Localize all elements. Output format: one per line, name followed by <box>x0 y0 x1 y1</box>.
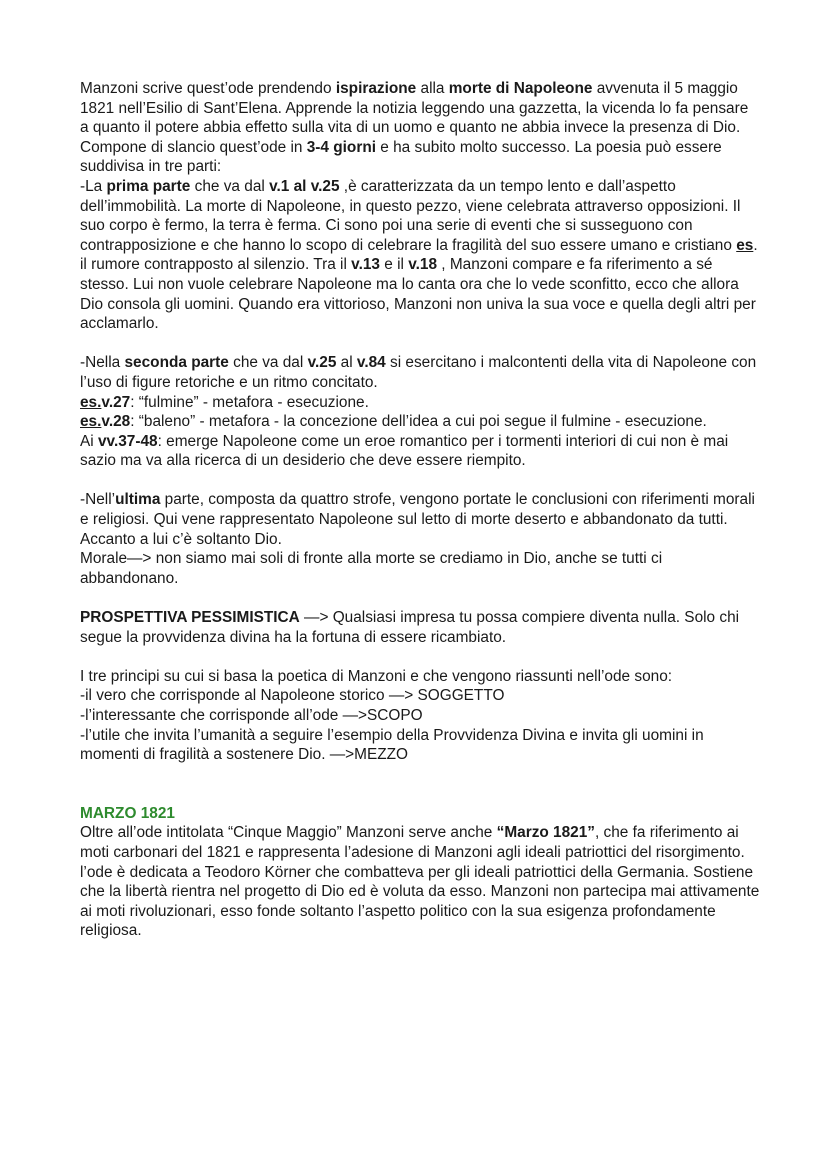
text-span: -La <box>80 177 107 195</box>
last-part-paragraph <box>80 490 760 549</box>
intro-paragraph <box>80 79 760 177</box>
text-span: -Nell’ <box>80 491 116 509</box>
morale-paragraph: Morale—> non siamo mai soli di fronte alla morte se crediamo in Dio, anche se tutti ci abbandonano. <box>80 550 663 587</box>
bold-span: ultima <box>115 491 161 509</box>
bold-span: seconda parte <box>124 354 229 372</box>
text-span: alla <box>416 80 449 97</box>
spacer <box>80 588 760 608</box>
bold-span: vv.37-48 <box>97 432 158 450</box>
bold-span: v.84 <box>356 354 386 372</box>
pessimistic-perspective-paragraph <box>80 608 760 647</box>
text-span: che va dal <box>190 177 270 195</box>
bold-span: v.18 <box>408 256 438 274</box>
verses-37-48-paragraph <box>80 432 760 471</box>
text-span: Ai <box>80 432 98 450</box>
spacer <box>80 334 760 354</box>
text-span: si esercitano i malcontenti della vita di Napoleone con l’uso di figure retoriche e un ritmo concitato. <box>80 354 757 391</box>
bold-span: v.13 <box>351 256 380 274</box>
text-span: al <box>336 354 357 372</box>
bold-underline-span: es. <box>80 393 102 411</box>
bold-span: “Marzo 1821” <box>496 824 595 842</box>
text-span: e ha subito molto successo. La poesia può essere suddivisa in tre parti: <box>80 138 722 176</box>
text-span: -Nella <box>80 354 125 372</box>
bold-span: 3-4 giorni <box>306 138 376 156</box>
text-span: ,è caratterizzata da un tempo lento e dall’aspetto dell’immobilità. La morte di Napoleone, in questo pezzo, viene celebrata attraverso opposizioni. Il suo corpo è fermo, la terra è ferma. Ci sono poi una serie di eventi che si susseguono con contrapposizione e che hanno lo scopo di celebrare la fragilità del suo essere umano e cristiano <box>80 177 741 254</box>
text-span: : emerge Napoleone come un eroe romantico per i tormenti interiori di cui non è mai sazio ma va alla ricerca di un desiderio che deve essere riempito. <box>80 432 729 470</box>
text-span: e il <box>379 256 409 274</box>
bold-span: ispirazione <box>335 80 417 97</box>
text-span: che va dal <box>228 354 308 372</box>
spacer <box>80 765 760 804</box>
bold-span: PROSPETTIVA PESSIMISTICA <box>80 609 300 627</box>
bold-underline-span: es <box>736 236 754 254</box>
second-part-paragraph <box>80 353 760 392</box>
principle-interessante: -l’interessante che corrisponde all’ode —>SCOPO <box>80 707 423 724</box>
document-page <box>80 79 760 941</box>
bold-span: prima parte <box>106 177 191 195</box>
text-span: : “fulmine” - metafora - esecuzione. <box>130 393 369 411</box>
text-span: avvenuta il 5 maggio 1821 nell’Esilio di Sant’Elena. Apprende la notizia leggendo una gazzetta, la vicenda lo fa pensare a quanto il potere abbia effetto sulla vita di un uomo e quanto ne abbia invece la presenza di Dio. Compone di slancio quest’ode in <box>80 80 749 156</box>
bold-span: v.25 <box>307 354 337 372</box>
text-span: , Manzoni compare e fa riferimento a sé stesso. Lui non vuole celebrare Napoleone ma lo canta ora che lo vede sconfitto, ecco che allora Dio consola gli uomini. Quando era vittorioso, Manzoni non univa la sua voce e quella degli altri per acclamarlo. <box>80 256 756 333</box>
text-span: Manzoni scrive quest’ode prendendo <box>80 80 336 97</box>
text-span: —> Qualsiasi impresa tu possa compiere diventa nulla. Solo chi segue la provvidenza divina ha la fortuna di essere ricambiato. <box>80 609 740 646</box>
example-v27 <box>80 393 760 413</box>
bold-span: v.1 al v.25 <box>269 177 340 195</box>
bold-span: v.27 <box>101 393 131 411</box>
text-span: Oltre all’ode intitolata “Cinque Maggio” Manzoni serve anche <box>80 824 497 842</box>
principles-intro: I tre principi su cui si basa la poetica di Manzoni e che vengono riassunti nell’ode sono: <box>80 667 673 685</box>
spacer <box>80 471 760 491</box>
spacer <box>80 647 760 667</box>
text-span: . il rumore contrapposto al silenzio. Tra il <box>80 236 758 274</box>
bold-span: v.28 <box>101 413 131 431</box>
bold-underline-span: es. <box>80 413 102 431</box>
marzo-paragraph <box>80 823 760 862</box>
text-span: : “baleno” - metafora - la concezione dell’idea a cui poi segue il fulmine - esecuzione. <box>130 413 707 431</box>
text-span: parte, composta da quattro strofe, vengono portate le conclusioni con riferimenti morali e religiosi. Qui vene rappresentato Napoleone sul letto di morte deserto e abbandonato da tutti. Accanto a lui c’è soltanto Dio. <box>80 491 755 548</box>
principle-vero: -il vero che corrisponde al Napoleone storico —> SOGGETTO <box>80 687 505 705</box>
marzo-heading: MARZO 1821 <box>80 804 175 822</box>
korner-paragraph: l’ode è dedicata a Teodoro Körner che combatteva per gli ideali patriottici della Germania. Sostiene che la libertà rientra nel progetto di Dio ed è voluta da esso. Manzoni non partecipa mai attivamente ai moti rivoluzionari, esso fonde soltanto l’aspetto politico con la sua esigenza profondamente religiosa. <box>80 863 760 940</box>
text-span: , che fa riferimento ai moti carbonari del 1821 e rappresenta l’adesione di Manzoni agli ideali patriottici del risorgimento. <box>80 824 745 861</box>
first-part-paragraph <box>80 177 760 334</box>
bold-span: morte di Napoleone <box>448 80 593 97</box>
principle-utile: -l’utile che invita l’umanità a seguire l’esempio della Provvidenza Divina e invita gli uomini in momenti di fragilità a sostenere Dio. —>MEZZO <box>80 726 704 764</box>
example-v28 <box>80 412 760 432</box>
